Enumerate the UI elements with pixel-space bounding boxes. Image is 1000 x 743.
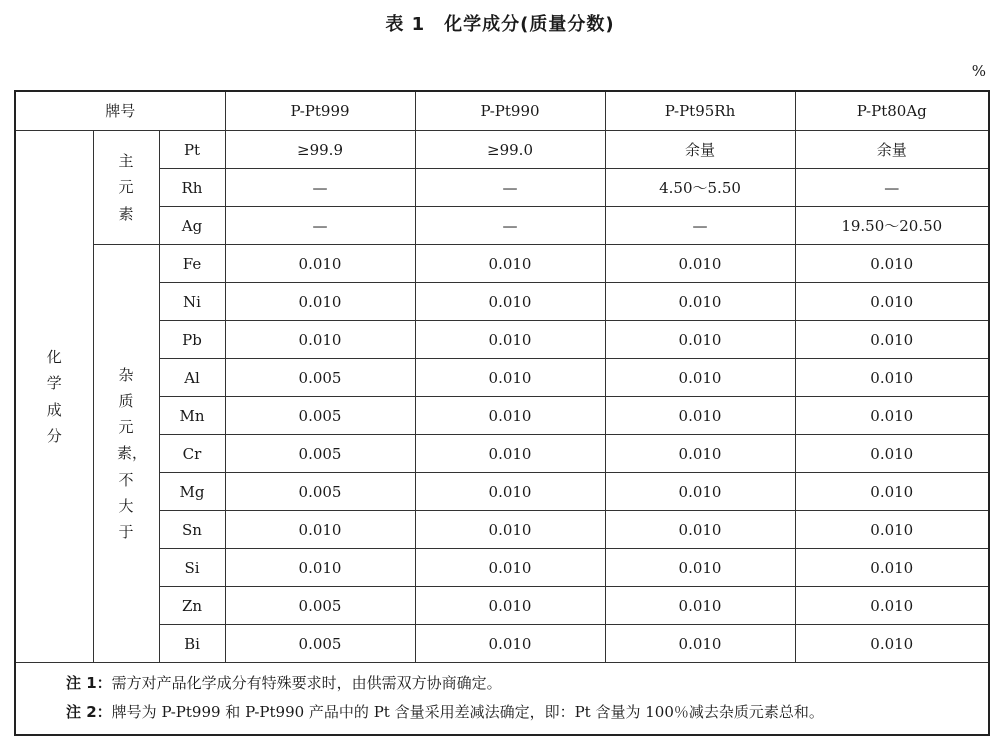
element-cell: Ag: [159, 207, 225, 245]
value-cell: 0.010: [605, 283, 795, 321]
value-cell: 0.010: [605, 473, 795, 511]
value-cell: 余量: [605, 131, 795, 169]
value-cell: —: [795, 169, 989, 207]
element-cell: Mg: [159, 473, 225, 511]
value-cell: 0.010: [605, 625, 795, 663]
value-cell: 0.010: [605, 397, 795, 435]
value-cell: 0.010: [795, 321, 989, 359]
grade-col-1: P-Pt999: [225, 91, 415, 131]
composition-table: [14, 90, 990, 736]
value-cell: 0.010: [225, 549, 415, 587]
value-cell: 0.010: [795, 587, 989, 625]
table-row: [15, 207, 989, 245]
value-cell: 0.010: [605, 359, 795, 397]
value-cell: 0.010: [795, 549, 989, 587]
value-cell: 0.010: [225, 245, 415, 283]
value-cell: —: [605, 207, 795, 245]
value-cell: 0.010: [225, 321, 415, 359]
notes-cell: [15, 663, 989, 736]
element-cell: Cr: [159, 435, 225, 473]
table-row: [15, 625, 989, 663]
table-row: [15, 169, 989, 207]
note-label: 注 2：: [66, 702, 112, 721]
note-text: 牌号为 P-Pt999 和 P-Pt990 产品中的 Pt 含量采用差减法确定，即：Pt 含量为 100％减去杂质元素总和。: [111, 702, 824, 721]
element-cell: Pt: [159, 131, 225, 169]
table-row: [15, 549, 989, 587]
value-cell: 0.010: [795, 473, 989, 511]
table-row: [15, 435, 989, 473]
value-cell: 4.50～5.50: [605, 169, 795, 207]
impurity-group-label: [93, 245, 159, 663]
value-cell: 0.010: [605, 511, 795, 549]
element-cell: Bi: [159, 625, 225, 663]
element-cell: Zn: [159, 587, 225, 625]
value-cell: 0.010: [795, 435, 989, 473]
table-row: [15, 587, 989, 625]
value-cell: —: [415, 207, 605, 245]
value-cell: 0.010: [415, 625, 605, 663]
value-cell: 0.010: [795, 625, 989, 663]
element-cell: Sn: [159, 511, 225, 549]
value-cell: 0.010: [605, 245, 795, 283]
composition-group-label: [15, 131, 93, 663]
value-cell: 0.005: [225, 587, 415, 625]
table-row: [15, 397, 989, 435]
value-cell: 0.010: [605, 321, 795, 359]
grade-col-3: P-Pt95Rh: [605, 91, 795, 131]
value-cell: —: [415, 169, 605, 207]
impurity-group-label-text: 杂质元素，不大于: [117, 365, 148, 542]
element-cell: Fe: [159, 245, 225, 283]
value-cell: 余量: [795, 131, 989, 169]
value-cell: 0.010: [415, 473, 605, 511]
composition-group-label-text: 化学成分: [46, 348, 62, 445]
value-cell: 19.50～20.50: [795, 207, 989, 245]
element-cell: Pb: [159, 321, 225, 359]
table-row: [15, 473, 989, 511]
unit-label: %: [971, 62, 986, 80]
note-line: [66, 669, 978, 698]
table-row: [15, 359, 989, 397]
note-label: 注 1：: [66, 674, 112, 692]
grade-header: 牌号: [15, 91, 225, 131]
notes-row: [15, 663, 989, 736]
value-cell: 0.010: [605, 587, 795, 625]
element-cell: Mn: [159, 397, 225, 435]
value-cell: 0.010: [225, 283, 415, 321]
value-cell: 0.010: [415, 435, 605, 473]
value-cell: 0.010: [415, 283, 605, 321]
note-line: [66, 698, 978, 727]
value-cell: —: [225, 207, 415, 245]
value-cell: 0.010: [415, 321, 605, 359]
value-cell: ≥99.9: [225, 131, 415, 169]
table-row: [15, 131, 989, 169]
table-title: 表 1 化学成分(质量分数): [385, 14, 615, 35]
table-row: [15, 511, 989, 549]
element-cell: Ni: [159, 283, 225, 321]
header-row: [15, 91, 989, 131]
value-cell: 0.010: [225, 511, 415, 549]
grade-col-4: P-Pt80Ag: [795, 91, 989, 131]
value-cell: 0.010: [795, 397, 989, 435]
note-text: 需方对产品化学成分有特殊要求时，由供需双方协商确定。: [111, 674, 502, 692]
value-cell: 0.005: [225, 435, 415, 473]
value-cell: 0.010: [795, 359, 989, 397]
grade-col-2: P-Pt990: [415, 91, 605, 131]
value-cell: 0.005: [225, 473, 415, 511]
main-element-group-label: [93, 131, 159, 245]
element-cell: Al: [159, 359, 225, 397]
table-row: [15, 321, 989, 359]
element-cell: Rh: [159, 169, 225, 207]
value-cell: 0.010: [415, 397, 605, 435]
value-cell: 0.010: [415, 359, 605, 397]
element-cell: Si: [159, 549, 225, 587]
main-element-group-label-text: 主元素: [118, 152, 134, 223]
value-cell: 0.010: [605, 549, 795, 587]
value-cell: 0.010: [415, 245, 605, 283]
value-cell: 0.010: [605, 435, 795, 473]
table-row: [15, 283, 989, 321]
value-cell: —: [225, 169, 415, 207]
value-cell: 0.005: [225, 625, 415, 663]
value-cell: 0.010: [795, 245, 989, 283]
value-cell: 0.005: [225, 359, 415, 397]
table-row: [15, 245, 989, 283]
value-cell: 0.010: [415, 511, 605, 549]
value-cell: ≥99.0: [415, 131, 605, 169]
value-cell: 0.010: [795, 283, 989, 321]
value-cell: 0.010: [415, 549, 605, 587]
value-cell: 0.010: [415, 587, 605, 625]
value-cell: 0.010: [795, 511, 989, 549]
value-cell: 0.005: [225, 397, 415, 435]
